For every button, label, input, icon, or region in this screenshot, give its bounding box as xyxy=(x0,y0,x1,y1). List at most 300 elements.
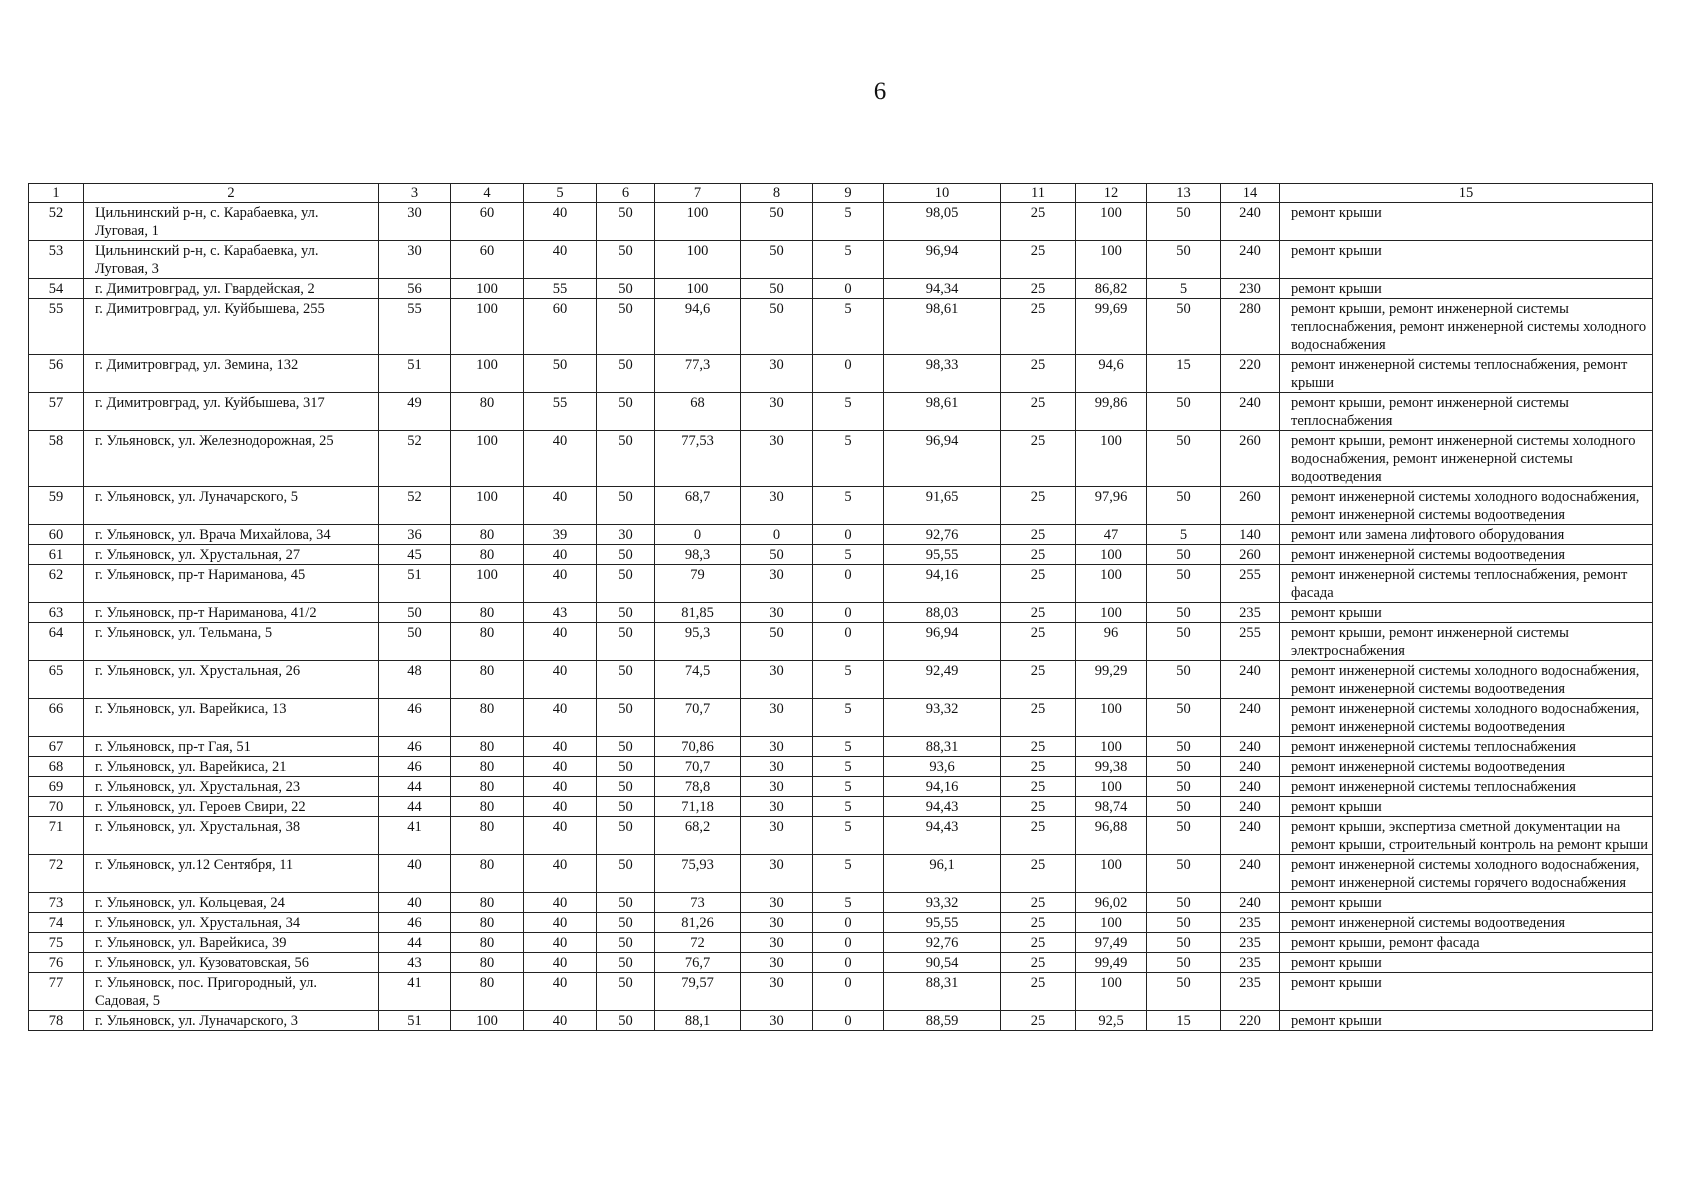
value-cell: 98,61 xyxy=(884,299,1001,355)
work-type-cell: ремонт инженерной системы теплоснабжения, ремонт фасада xyxy=(1280,565,1653,603)
value-cell: 97,49 xyxy=(1076,933,1147,953)
value-cell: 100 xyxy=(451,355,524,393)
value-cell: 40 xyxy=(524,893,597,913)
value-cell: 50 xyxy=(741,623,813,661)
table-row xyxy=(29,1011,1653,1031)
value-cell: 99,86 xyxy=(1076,393,1147,431)
value-cell: 30 xyxy=(741,913,813,933)
value-cell: 100 xyxy=(451,279,524,299)
value-cell: 25 xyxy=(1001,933,1076,953)
value-cell: 50 xyxy=(1147,431,1221,487)
value-cell: 100 xyxy=(655,241,741,279)
value-cell: 25 xyxy=(1001,953,1076,973)
value-cell: 55 xyxy=(379,299,451,355)
value-cell: 100 xyxy=(451,487,524,525)
value-cell: 50 xyxy=(1147,565,1221,603)
value-cell: 88,31 xyxy=(884,737,1001,757)
value-cell: 30 xyxy=(741,893,813,913)
value-cell: 70,7 xyxy=(655,757,741,777)
value-cell: 30 xyxy=(741,393,813,431)
value-cell: 80 xyxy=(451,393,524,431)
value-cell: 50 xyxy=(597,565,655,603)
value-cell: 92,76 xyxy=(884,525,1001,545)
value-cell: 96,02 xyxy=(1076,893,1147,913)
value-cell: 96,94 xyxy=(884,431,1001,487)
total-score-cell: 240 xyxy=(1221,797,1280,817)
value-cell: 99,49 xyxy=(1076,953,1147,973)
value-cell: 56 xyxy=(379,279,451,299)
value-cell: 40 xyxy=(524,817,597,855)
value-cell: 25 xyxy=(1001,817,1076,855)
table-row xyxy=(29,355,1653,393)
value-cell: 96,94 xyxy=(884,241,1001,279)
value-cell: 5 xyxy=(813,699,884,737)
work-type-cell: ремонт инженерной системы теплоснабжения, ремонт крыши xyxy=(1280,355,1653,393)
row-number-cell: 62 xyxy=(29,565,84,603)
value-cell: 96 xyxy=(1076,623,1147,661)
value-cell: 80 xyxy=(451,855,524,893)
value-cell: 25 xyxy=(1001,973,1076,1011)
work-type-cell: ремонт инженерной системы водоотведения xyxy=(1280,913,1653,933)
value-cell: 50 xyxy=(597,855,655,893)
value-cell: 50 xyxy=(597,661,655,699)
value-cell: 50 xyxy=(597,973,655,1011)
value-cell: 50 xyxy=(597,777,655,797)
table-row xyxy=(29,393,1653,431)
value-cell: 100 xyxy=(1076,737,1147,757)
value-cell: 25 xyxy=(1001,855,1076,893)
value-cell: 25 xyxy=(1001,241,1076,279)
value-cell: 40 xyxy=(524,241,597,279)
value-cell: 50 xyxy=(597,623,655,661)
work-type-cell: ремонт крыши xyxy=(1280,973,1653,1011)
total-score-cell: 235 xyxy=(1221,913,1280,933)
value-cell: 94,43 xyxy=(884,797,1001,817)
value-cell: 68 xyxy=(655,393,741,431)
row-number-cell: 58 xyxy=(29,431,84,487)
value-cell: 40 xyxy=(524,661,597,699)
value-cell: 88,03 xyxy=(884,603,1001,623)
value-cell: 50 xyxy=(1147,797,1221,817)
value-cell: 100 xyxy=(1076,203,1147,241)
address-cell: г. Ульяновск, ул. Варейкиса, 21 xyxy=(84,757,379,777)
value-cell: 41 xyxy=(379,817,451,855)
table-row xyxy=(29,973,1653,1011)
address-cell: г. Ульяновск, ул. Луначарского, 5 xyxy=(84,487,379,525)
address-cell: г. Ульяновск, ул. Врача Михайлова, 34 xyxy=(84,525,379,545)
value-cell: 50 xyxy=(597,933,655,953)
value-cell: 50 xyxy=(597,817,655,855)
value-cell: 50 xyxy=(597,299,655,355)
value-cell: 80 xyxy=(451,817,524,855)
total-score-cell: 235 xyxy=(1221,603,1280,623)
address-cell: г. Димитровград, ул. Куйбышева, 255 xyxy=(84,299,379,355)
address-cell: г. Димитровград, ул. Куйбышева, 317 xyxy=(84,393,379,431)
value-cell: 86,82 xyxy=(1076,279,1147,299)
work-type-cell: ремонт инженерной системы холодного водоснабжения, ремонт инженерной системы водоотведения xyxy=(1280,699,1653,737)
table-row xyxy=(29,855,1653,893)
value-cell: 25 xyxy=(1001,431,1076,487)
value-cell: 96,1 xyxy=(884,855,1001,893)
value-cell: 50 xyxy=(597,241,655,279)
value-cell: 50 xyxy=(1147,737,1221,757)
value-cell: 50 xyxy=(597,953,655,973)
value-cell: 5 xyxy=(813,797,884,817)
value-cell: 50 xyxy=(1147,661,1221,699)
value-cell: 73 xyxy=(655,893,741,913)
value-cell: 0 xyxy=(813,933,884,953)
table-row xyxy=(29,525,1653,545)
work-type-cell: ремонт крыши, ремонт фасада xyxy=(1280,933,1653,953)
row-number-cell: 64 xyxy=(29,623,84,661)
value-cell: 81,85 xyxy=(655,603,741,623)
column-header: 12 xyxy=(1076,184,1147,203)
value-cell: 15 xyxy=(1147,355,1221,393)
value-cell: 88,1 xyxy=(655,1011,741,1031)
value-cell: 5 xyxy=(1147,525,1221,545)
value-cell: 5 xyxy=(813,855,884,893)
total-score-cell: 260 xyxy=(1221,545,1280,565)
value-cell: 80 xyxy=(451,623,524,661)
table-row xyxy=(29,565,1653,603)
table-row xyxy=(29,737,1653,757)
column-header: 2 xyxy=(84,184,379,203)
value-cell: 30 xyxy=(741,933,813,953)
value-cell: 30 xyxy=(741,953,813,973)
column-header: 14 xyxy=(1221,184,1280,203)
value-cell: 100 xyxy=(1076,431,1147,487)
value-cell: 71,18 xyxy=(655,797,741,817)
value-cell: 25 xyxy=(1001,623,1076,661)
table-row xyxy=(29,203,1653,241)
value-cell: 52 xyxy=(379,487,451,525)
value-cell: 25 xyxy=(1001,797,1076,817)
value-cell: 0 xyxy=(813,1011,884,1031)
value-cell: 25 xyxy=(1001,525,1076,545)
row-number-cell: 59 xyxy=(29,487,84,525)
value-cell: 36 xyxy=(379,525,451,545)
value-cell: 50 xyxy=(597,699,655,737)
value-cell: 80 xyxy=(451,893,524,913)
work-type-cell: ремонт крыши xyxy=(1280,1011,1653,1031)
value-cell: 100 xyxy=(1076,241,1147,279)
work-type-cell: ремонт крыши, ремонт инженерной системы теплоснабжения xyxy=(1280,393,1653,431)
value-cell: 77,53 xyxy=(655,431,741,487)
value-cell: 25 xyxy=(1001,603,1076,623)
address-cell: г. Ульяновск, пр-т Нариманова, 41/2 xyxy=(84,603,379,623)
value-cell: 5 xyxy=(813,817,884,855)
row-number-cell: 72 xyxy=(29,855,84,893)
value-cell: 88,59 xyxy=(884,1011,1001,1031)
row-number-cell: 76 xyxy=(29,953,84,973)
total-score-cell: 240 xyxy=(1221,855,1280,893)
value-cell: 40 xyxy=(524,757,597,777)
column-header: 15 xyxy=(1280,184,1653,203)
column-header: 9 xyxy=(813,184,884,203)
address-cell: г. Димитровград, ул. Гвардейская, 2 xyxy=(84,279,379,299)
value-cell: 40 xyxy=(524,953,597,973)
value-cell: 79 xyxy=(655,565,741,603)
column-header: 13 xyxy=(1147,184,1221,203)
value-cell: 52 xyxy=(379,431,451,487)
value-cell: 45 xyxy=(379,545,451,565)
value-cell: 15 xyxy=(1147,1011,1221,1031)
table-row xyxy=(29,913,1653,933)
value-cell: 98,61 xyxy=(884,393,1001,431)
work-type-cell: ремонт инженерной системы водоотведения xyxy=(1280,757,1653,777)
value-cell: 98,05 xyxy=(884,203,1001,241)
value-cell: 0 xyxy=(813,913,884,933)
address-cell: г. Ульяновск, ул. Луначарского, 3 xyxy=(84,1011,379,1031)
value-cell: 30 xyxy=(379,241,451,279)
value-cell: 5 xyxy=(813,545,884,565)
value-cell: 98,3 xyxy=(655,545,741,565)
column-header: 4 xyxy=(451,184,524,203)
value-cell: 93,32 xyxy=(884,699,1001,737)
value-cell: 0 xyxy=(655,525,741,545)
address-cell: г. Ульяновск, ул. Кузоватовская, 56 xyxy=(84,953,379,973)
total-score-cell: 235 xyxy=(1221,973,1280,1011)
total-score-cell: 255 xyxy=(1221,565,1280,603)
value-cell: 25 xyxy=(1001,487,1076,525)
value-cell: 98,33 xyxy=(884,355,1001,393)
address-cell: г. Ульяновск, ул. Варейкиса, 13 xyxy=(84,699,379,737)
value-cell: 100 xyxy=(1076,545,1147,565)
value-cell: 0 xyxy=(813,953,884,973)
work-type-cell: ремонт крыши xyxy=(1280,797,1653,817)
total-score-cell: 140 xyxy=(1221,525,1280,545)
value-cell: 96,88 xyxy=(1076,817,1147,855)
address-cell: г. Ульяновск, ул. Железнодорожная, 25 xyxy=(84,431,379,487)
work-type-cell: ремонт крыши, ремонт инженерной системы холодного водоснабжения, ремонт инженерной системы водоотведения xyxy=(1280,431,1653,487)
value-cell: 25 xyxy=(1001,913,1076,933)
value-cell: 25 xyxy=(1001,737,1076,757)
value-cell: 0 xyxy=(813,525,884,545)
value-cell: 40 xyxy=(524,933,597,953)
row-number-cell: 67 xyxy=(29,737,84,757)
value-cell: 90,54 xyxy=(884,953,1001,973)
value-cell: 30 xyxy=(741,565,813,603)
value-cell: 5 xyxy=(813,431,884,487)
value-cell: 40 xyxy=(524,777,597,797)
total-score-cell: 260 xyxy=(1221,487,1280,525)
value-cell: 55 xyxy=(524,393,597,431)
value-cell: 100 xyxy=(451,1011,524,1031)
column-header: 6 xyxy=(597,184,655,203)
work-type-cell: ремонт инженерной системы теплоснабжения xyxy=(1280,737,1653,757)
value-cell: 70,86 xyxy=(655,737,741,757)
value-cell: 50 xyxy=(1147,973,1221,1011)
row-number-cell: 70 xyxy=(29,797,84,817)
value-cell: 100 xyxy=(451,565,524,603)
table-row xyxy=(29,487,1653,525)
address-cell: г. Ульяновск, ул.12 Сентября, 11 xyxy=(84,855,379,893)
value-cell: 30 xyxy=(741,757,813,777)
row-number-cell: 53 xyxy=(29,241,84,279)
total-score-cell: 240 xyxy=(1221,757,1280,777)
value-cell: 80 xyxy=(451,545,524,565)
value-cell: 40 xyxy=(379,855,451,893)
value-cell: 5 xyxy=(813,203,884,241)
table-row xyxy=(29,623,1653,661)
value-cell: 46 xyxy=(379,737,451,757)
row-number-cell: 57 xyxy=(29,393,84,431)
value-cell: 50 xyxy=(741,241,813,279)
value-cell: 25 xyxy=(1001,661,1076,699)
value-cell: 60 xyxy=(524,299,597,355)
value-cell: 5 xyxy=(813,777,884,797)
value-cell: 40 xyxy=(524,623,597,661)
value-cell: 30 xyxy=(741,699,813,737)
page-number: 6 xyxy=(873,78,887,105)
row-number-cell: 77 xyxy=(29,973,84,1011)
address-cell: г. Ульяновск, ул. Хрустальная, 26 xyxy=(84,661,379,699)
value-cell: 30 xyxy=(741,817,813,855)
value-cell: 79,57 xyxy=(655,973,741,1011)
total-score-cell: 240 xyxy=(1221,699,1280,737)
row-number-cell: 61 xyxy=(29,545,84,565)
value-cell: 95,55 xyxy=(884,913,1001,933)
value-cell: 40 xyxy=(524,545,597,565)
value-cell: 30 xyxy=(741,973,813,1011)
value-cell: 100 xyxy=(1076,603,1147,623)
value-cell: 0 xyxy=(813,279,884,299)
total-score-cell: 240 xyxy=(1221,241,1280,279)
value-cell: 80 xyxy=(451,953,524,973)
value-cell: 50 xyxy=(741,203,813,241)
value-cell: 77,3 xyxy=(655,355,741,393)
value-cell: 70,7 xyxy=(655,699,741,737)
total-score-cell: 240 xyxy=(1221,817,1280,855)
value-cell: 72 xyxy=(655,933,741,953)
value-cell: 50 xyxy=(741,279,813,299)
row-number-cell: 60 xyxy=(29,525,84,545)
value-cell: 50 xyxy=(597,1011,655,1031)
row-number-cell: 71 xyxy=(29,817,84,855)
work-type-cell: ремонт крыши, ремонт инженерной системы электроснабжения xyxy=(1280,623,1653,661)
work-type-cell: ремонт крыши xyxy=(1280,279,1653,299)
row-number-cell: 55 xyxy=(29,299,84,355)
value-cell: 46 xyxy=(379,757,451,777)
value-cell: 50 xyxy=(1147,893,1221,913)
value-cell: 48 xyxy=(379,661,451,699)
value-cell: 25 xyxy=(1001,777,1076,797)
address-cell: Цильнинский р-н, с. Карабаевка, ул. Луговая, 3 xyxy=(84,241,379,279)
address-cell: г. Ульяновск, пр-т Нариманова, 45 xyxy=(84,565,379,603)
row-number-cell: 75 xyxy=(29,933,84,953)
value-cell: 50 xyxy=(379,603,451,623)
work-type-cell: ремонт крыши xyxy=(1280,603,1653,623)
value-cell: 50 xyxy=(1147,393,1221,431)
total-score-cell: 240 xyxy=(1221,737,1280,757)
work-type-cell: ремонт или замена лифтового оборудования xyxy=(1280,525,1653,545)
value-cell: 51 xyxy=(379,565,451,603)
column-header: 3 xyxy=(379,184,451,203)
address-cell: г. Ульяновск, ул. Варейкиса, 39 xyxy=(84,933,379,953)
value-cell: 100 xyxy=(655,203,741,241)
table-row xyxy=(29,817,1653,855)
work-type-cell: ремонт крыши xyxy=(1280,241,1653,279)
value-cell: 98,74 xyxy=(1076,797,1147,817)
value-cell: 50 xyxy=(597,355,655,393)
value-cell: 5 xyxy=(813,893,884,913)
value-cell: 47 xyxy=(1076,525,1147,545)
value-cell: 30 xyxy=(741,355,813,393)
table-row xyxy=(29,279,1653,299)
value-cell: 40 xyxy=(524,1011,597,1031)
value-cell: 95,3 xyxy=(655,623,741,661)
total-score-cell: 280 xyxy=(1221,299,1280,355)
value-cell: 25 xyxy=(1001,1011,1076,1031)
column-header: 1 xyxy=(29,184,84,203)
value-cell: 50 xyxy=(1147,299,1221,355)
value-cell: 41 xyxy=(379,973,451,1011)
column-header: 10 xyxy=(884,184,1001,203)
value-cell: 50 xyxy=(1147,623,1221,661)
value-cell: 68,2 xyxy=(655,817,741,855)
total-score-cell: 240 xyxy=(1221,661,1280,699)
address-cell: г. Ульяновск, ул. Кольцевая, 24 xyxy=(84,893,379,913)
value-cell: 91,65 xyxy=(884,487,1001,525)
row-number-cell: 63 xyxy=(29,603,84,623)
table-row xyxy=(29,757,1653,777)
value-cell: 25 xyxy=(1001,355,1076,393)
work-type-cell: ремонт крыши, экспертиза сметной документации на ремонт крыши, строительный контроль на ремонт крыши xyxy=(1280,817,1653,855)
work-type-cell: ремонт крыши xyxy=(1280,203,1653,241)
value-cell: 0 xyxy=(813,973,884,1011)
value-cell: 100 xyxy=(1076,855,1147,893)
value-cell: 40 xyxy=(379,893,451,913)
value-cell: 40 xyxy=(524,797,597,817)
value-cell: 40 xyxy=(524,913,597,933)
address-cell: г. Ульяновск, ул. Хрустальная, 27 xyxy=(84,545,379,565)
value-cell: 5 xyxy=(813,757,884,777)
value-cell: 50 xyxy=(597,393,655,431)
value-cell: 100 xyxy=(1076,699,1147,737)
value-cell: 50 xyxy=(597,203,655,241)
row-number-cell: 73 xyxy=(29,893,84,913)
value-cell: 25 xyxy=(1001,279,1076,299)
value-cell: 60 xyxy=(451,203,524,241)
value-cell: 43 xyxy=(524,603,597,623)
value-cell: 60 xyxy=(451,241,524,279)
total-score-cell: 260 xyxy=(1221,431,1280,487)
value-cell: 50 xyxy=(741,545,813,565)
value-cell: 39 xyxy=(524,525,597,545)
value-cell: 30 xyxy=(741,777,813,797)
total-score-cell: 240 xyxy=(1221,203,1280,241)
value-cell: 25 xyxy=(1001,565,1076,603)
value-cell: 40 xyxy=(524,699,597,737)
value-cell: 100 xyxy=(655,279,741,299)
value-cell: 46 xyxy=(379,699,451,737)
row-number-cell: 66 xyxy=(29,699,84,737)
value-cell: 50 xyxy=(1147,953,1221,973)
value-cell: 50 xyxy=(597,487,655,525)
value-cell: 99,29 xyxy=(1076,661,1147,699)
value-cell: 46 xyxy=(379,913,451,933)
value-cell: 5 xyxy=(813,661,884,699)
column-header: 11 xyxy=(1001,184,1076,203)
value-cell: 99,38 xyxy=(1076,757,1147,777)
value-cell: 30 xyxy=(741,431,813,487)
value-cell: 50 xyxy=(597,737,655,757)
value-cell: 25 xyxy=(1001,299,1076,355)
value-cell: 44 xyxy=(379,933,451,953)
value-cell: 96,94 xyxy=(884,623,1001,661)
table-row xyxy=(29,431,1653,487)
value-cell: 50 xyxy=(1147,757,1221,777)
